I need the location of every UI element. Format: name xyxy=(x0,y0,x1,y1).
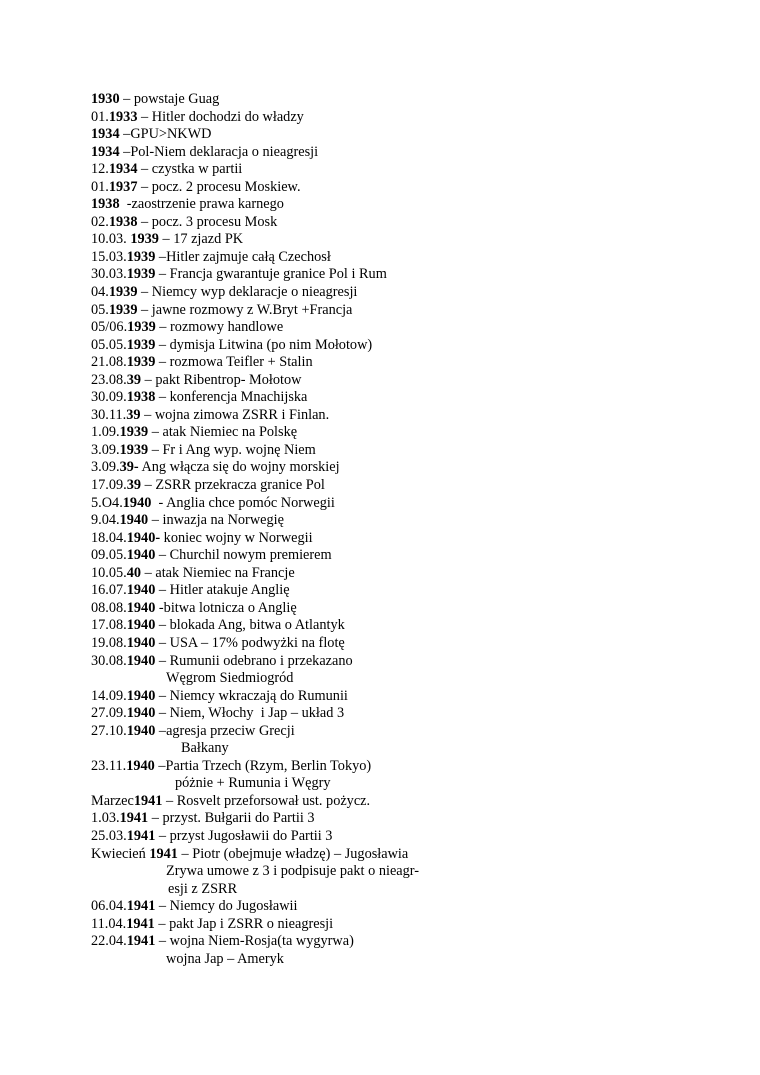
timeline-entry xyxy=(91,179,419,197)
entry-date-prefix: 1.09. xyxy=(91,424,120,441)
entry-year: 1941 xyxy=(119,810,149,827)
entry-year: 1933 xyxy=(108,108,138,125)
entry-date-prefix: 02. xyxy=(91,213,109,230)
entry-description: – Hitler dochodzi do władzy xyxy=(137,108,304,125)
entry-date-prefix: 17.08. xyxy=(91,617,127,634)
entry-year: 1938 xyxy=(91,196,120,213)
entry-description: – Niemcy wkraczają do Rumunii xyxy=(155,687,348,704)
entry-date-prefix: 30.09. xyxy=(91,389,127,406)
entry-year: 1940 xyxy=(122,494,152,511)
entry-description: –GPU>NKWD xyxy=(119,126,212,143)
timeline-entry xyxy=(91,144,419,162)
entry-date-prefix: 17.09. xyxy=(91,477,127,494)
entry-description: – USA – 17% podwyżki na flotę xyxy=(155,634,345,651)
entry-date-prefix: 12. xyxy=(91,161,109,178)
timeline-entry xyxy=(91,846,419,864)
continuation-text: Węgrom Siedmiogród xyxy=(166,670,294,687)
entry-description: – przyst Jugosławii do Partii 3 xyxy=(155,827,333,844)
entry-description: –Partia Trzech (Rzym, Berlin Tokyo) xyxy=(154,757,372,774)
entry-year: 1938 xyxy=(108,213,138,230)
entry-year: 1941 xyxy=(126,827,156,844)
entry-description: – Fr i Ang wyp. wojnę Niem xyxy=(148,441,316,458)
entry-date-prefix: 14.09. xyxy=(91,687,127,704)
timeline-entry xyxy=(91,91,419,109)
entry-description: – powstaje Guag xyxy=(119,91,220,107)
entry-year: 1940 xyxy=(126,687,156,704)
entry-year: 1941 xyxy=(126,898,156,915)
entry-date-prefix: 25.03. xyxy=(91,827,127,844)
entry-year: 1941 xyxy=(149,845,178,862)
entry-description: – pakt Ribentrop- Mołotow xyxy=(141,371,302,388)
entry-date-prefix: 04. xyxy=(91,284,109,301)
timeline-entry xyxy=(91,284,419,302)
entry-date-prefix: 30.08. xyxy=(91,652,127,669)
timeline-entry xyxy=(91,442,419,460)
entry-date-prefix: 1.03. xyxy=(91,810,120,827)
entry-description: –agresja przeciw Grecji xyxy=(155,722,295,739)
entry-date-prefix: 27.09. xyxy=(91,705,127,722)
timeline-entry xyxy=(91,600,419,618)
timeline-entry xyxy=(91,126,419,144)
entry-date-prefix: Marzec xyxy=(91,792,134,809)
entry-year: 1934 xyxy=(108,161,138,178)
entry-date-prefix: 06.04. xyxy=(91,898,127,915)
timeline-continuation-line xyxy=(91,863,419,881)
entry-year: 1938 xyxy=(126,389,156,406)
entry-description: – Rosvelt przeforsował ust. pożycz. xyxy=(162,792,371,809)
entry-year: 1934 xyxy=(91,143,120,160)
entry-year: 1940 xyxy=(126,757,155,774)
entry-date-prefix: 05.05. xyxy=(91,336,127,353)
entry-description: – Rumunii odebrano i przekazano xyxy=(155,652,353,669)
continuation-text: Bałkany xyxy=(181,740,229,757)
entry-description: – Niemcy wyp deklaracje o nieagresji xyxy=(137,284,358,301)
entry-description: – czystka w partii xyxy=(137,161,243,178)
entry-year: 1939 xyxy=(126,354,156,371)
entry-date-prefix: 23.08. xyxy=(91,371,127,388)
entry-year: 39- xyxy=(119,459,139,476)
timeline-continuation-line xyxy=(91,670,419,688)
timeline-entry xyxy=(91,793,419,811)
continuation-text: Zrywa umowe z 3 i podpisuje pakt o nieagr- xyxy=(166,863,420,880)
entry-description: – wojna zimowa ZSRR i Finlan. xyxy=(140,406,330,423)
entry-description: – przyst. Bułgarii do Partii 3 xyxy=(148,810,315,827)
timeline-entry xyxy=(91,653,419,671)
entry-year: 1940 xyxy=(119,512,149,529)
timeline-entry xyxy=(91,828,419,846)
entry-year: 1940 xyxy=(126,582,156,599)
entry-description: – inwazja na Norwegię xyxy=(148,512,284,529)
entry-description: – rozmowa Teifler + Stalin xyxy=(155,354,313,371)
entry-description: – Churchil nowym premierem xyxy=(155,547,332,564)
entry-date-prefix: 08.08. xyxy=(91,599,127,616)
continuation-text: wojna Jap – Ameryk xyxy=(166,950,284,967)
entry-year: 1930 xyxy=(91,91,120,107)
continuation-text: póżnie + Rumunia i Węgry xyxy=(175,775,331,792)
timeline-entry xyxy=(91,477,419,495)
entry-year: 39 xyxy=(126,371,142,388)
timeline-entry xyxy=(91,319,419,337)
entry-year: 1941 xyxy=(133,792,163,809)
timeline-entry xyxy=(91,565,419,583)
timeline-entry xyxy=(91,758,419,776)
entry-date-prefix: 11.04. xyxy=(91,915,127,932)
entry-description: –Pol-Niem deklaracja o nieagresji xyxy=(119,143,319,160)
entry-year: 1934 xyxy=(91,126,120,143)
entry-date-prefix: 3.09. xyxy=(91,459,120,476)
entry-description: – pocz. 3 procesu Mosk xyxy=(137,213,278,230)
entry-description: – pakt Jap i ZSRR o nieagresji xyxy=(154,915,334,932)
entry-year: 1939 xyxy=(127,319,156,336)
entry-date-prefix: Kwiecień xyxy=(91,845,150,862)
entry-date-prefix: 3.09. xyxy=(91,441,120,458)
timeline-entry xyxy=(91,196,419,214)
entry-description: – Piotr (obejmuje władzę) – Jugosławia xyxy=(177,845,409,862)
entry-year: 1937 xyxy=(108,178,138,195)
entry-date-prefix: 21.08. xyxy=(91,354,127,371)
entry-description: - Anglia chce pomóc Norwegii xyxy=(151,494,335,511)
entry-description: -zaostrzenie prawa karnego xyxy=(119,196,284,213)
entry-date-prefix: 22.04. xyxy=(91,933,127,950)
entry-year: 1940 xyxy=(126,547,156,564)
entry-description: – Hitler atakuje Anglię xyxy=(155,582,290,599)
timeline-entry xyxy=(91,688,419,706)
entry-description: – Francja gwarantuje granice Pol i Rum xyxy=(155,266,387,283)
entry-year: 40 xyxy=(126,564,142,581)
entry-year: 39 xyxy=(126,477,142,494)
entry-date-prefix: 09.05. xyxy=(91,547,127,564)
entry-date-prefix: 05. xyxy=(91,301,109,318)
entry-date-prefix: 23.11. xyxy=(91,757,127,774)
entry-description: Ang włącza się do wojny morskiej xyxy=(138,459,340,476)
entry-description: – atak Niemiec na Polskę xyxy=(148,424,298,441)
timeline-entry xyxy=(91,547,419,565)
timeline-entry xyxy=(91,249,419,267)
timeline-entry xyxy=(91,705,419,723)
entry-description: – Niemcy do Jugosławii xyxy=(155,898,298,915)
timeline-entry xyxy=(91,723,419,741)
entry-year: 1940 xyxy=(126,634,156,651)
entry-year: 1939 xyxy=(108,284,138,301)
entry-date-prefix: 15.03. xyxy=(91,248,127,265)
entry-date-prefix: 10.05. xyxy=(91,564,127,581)
entry-description: –Hitler zajmuje całą Czechosł xyxy=(155,248,331,265)
entry-date-prefix: 9.04. xyxy=(91,512,120,529)
entry-description: – rozmowy handlowe xyxy=(155,319,284,336)
entry-date-prefix: 5.O4. xyxy=(91,494,123,511)
entry-description: – wojna Niem-Rosja(ta wygyrwa) xyxy=(155,933,354,950)
timeline-entry xyxy=(91,161,419,179)
timeline-entry xyxy=(91,354,419,372)
timeline-list xyxy=(91,91,419,968)
continuation-text: esji z ZSRR xyxy=(168,880,238,897)
entry-date-prefix: 01. xyxy=(91,178,109,195)
entry-description: – ZSRR przekracza granice Pol xyxy=(141,477,325,494)
entry-description: – blokada Ang, bitwa o Atlantyk xyxy=(155,617,345,634)
entry-year: 1940 xyxy=(126,722,156,739)
entry-year: 1939 xyxy=(126,336,156,353)
entry-year: 1939 xyxy=(126,266,156,283)
entry-year: 39 xyxy=(126,406,141,423)
entry-date-prefix: 01. xyxy=(91,108,109,125)
entry-year: 1940 xyxy=(126,617,156,634)
entry-description: – dymisja Litwina (po nim Mołotow) xyxy=(155,336,373,353)
timeline-entry xyxy=(91,337,419,355)
timeline-entry xyxy=(91,898,419,916)
timeline-entry xyxy=(91,407,419,425)
timeline-entry xyxy=(91,214,419,232)
timeline-entry xyxy=(91,530,419,548)
timeline-continuation-line xyxy=(91,951,419,969)
timeline-entry xyxy=(91,617,419,635)
entry-year: 1940 xyxy=(126,705,156,722)
timeline-entry xyxy=(91,582,419,600)
entry-year: 1939 xyxy=(119,424,149,441)
entry-year: 1939 xyxy=(126,248,156,265)
entry-date-prefix: 16.07. xyxy=(91,582,127,599)
timeline-continuation-line xyxy=(91,881,419,899)
timeline-entry xyxy=(91,933,419,951)
entry-year: 1941 xyxy=(126,933,156,950)
entry-year: 1939 xyxy=(108,301,138,318)
entry-date-prefix: 30.03. xyxy=(91,266,127,283)
timeline-entry xyxy=(91,916,419,934)
entry-description: – konferencja Mnachijska xyxy=(155,389,308,406)
timeline-entry xyxy=(91,459,419,477)
timeline-entry xyxy=(91,266,419,284)
timeline-entry xyxy=(91,424,419,442)
entry-description: – Niem, Włochy i Jap – układ 3 xyxy=(155,705,345,722)
timeline-entry xyxy=(91,389,419,407)
entry-date-prefix: 30.11. xyxy=(91,406,127,423)
entry-year: 1940 xyxy=(126,599,156,616)
entry-description: – atak Niemiec na Francje xyxy=(141,564,295,581)
entry-date-prefix: 05/06. xyxy=(91,319,128,336)
entry-description: – pocz. 2 procesu Moskiew. xyxy=(137,178,301,195)
entry-year: 1941 xyxy=(126,915,155,932)
entry-date-prefix: 27.10. xyxy=(91,722,127,739)
entry-year: 1940 xyxy=(126,652,156,669)
entry-date-prefix: 18.04. xyxy=(91,529,127,546)
timeline-continuation-line xyxy=(91,775,419,793)
entry-date-prefix: 10.03. xyxy=(91,231,131,248)
entry-description: -bitwa lotnicza o Anglię xyxy=(155,599,297,616)
timeline-entry xyxy=(91,302,419,320)
entry-description: – jawne rozmowy z W.Bryt +Francja xyxy=(137,301,353,318)
entry-year: 1939 xyxy=(130,231,159,248)
timeline-entry xyxy=(91,810,419,828)
entry-year: 1940- xyxy=(126,529,161,546)
timeline-entry xyxy=(91,109,419,127)
timeline-entry xyxy=(91,512,419,530)
timeline-continuation-line xyxy=(91,740,419,758)
timeline-entry xyxy=(91,231,419,249)
timeline-entry xyxy=(91,495,419,513)
entry-date-prefix: 19.08. xyxy=(91,634,127,651)
timeline-entry xyxy=(91,372,419,390)
entry-description: koniec wojny w Norwegii xyxy=(160,529,313,546)
timeline-entry xyxy=(91,635,419,653)
entry-year: 1939 xyxy=(119,441,149,458)
entry-description: – 17 zjazd PK xyxy=(158,231,244,248)
